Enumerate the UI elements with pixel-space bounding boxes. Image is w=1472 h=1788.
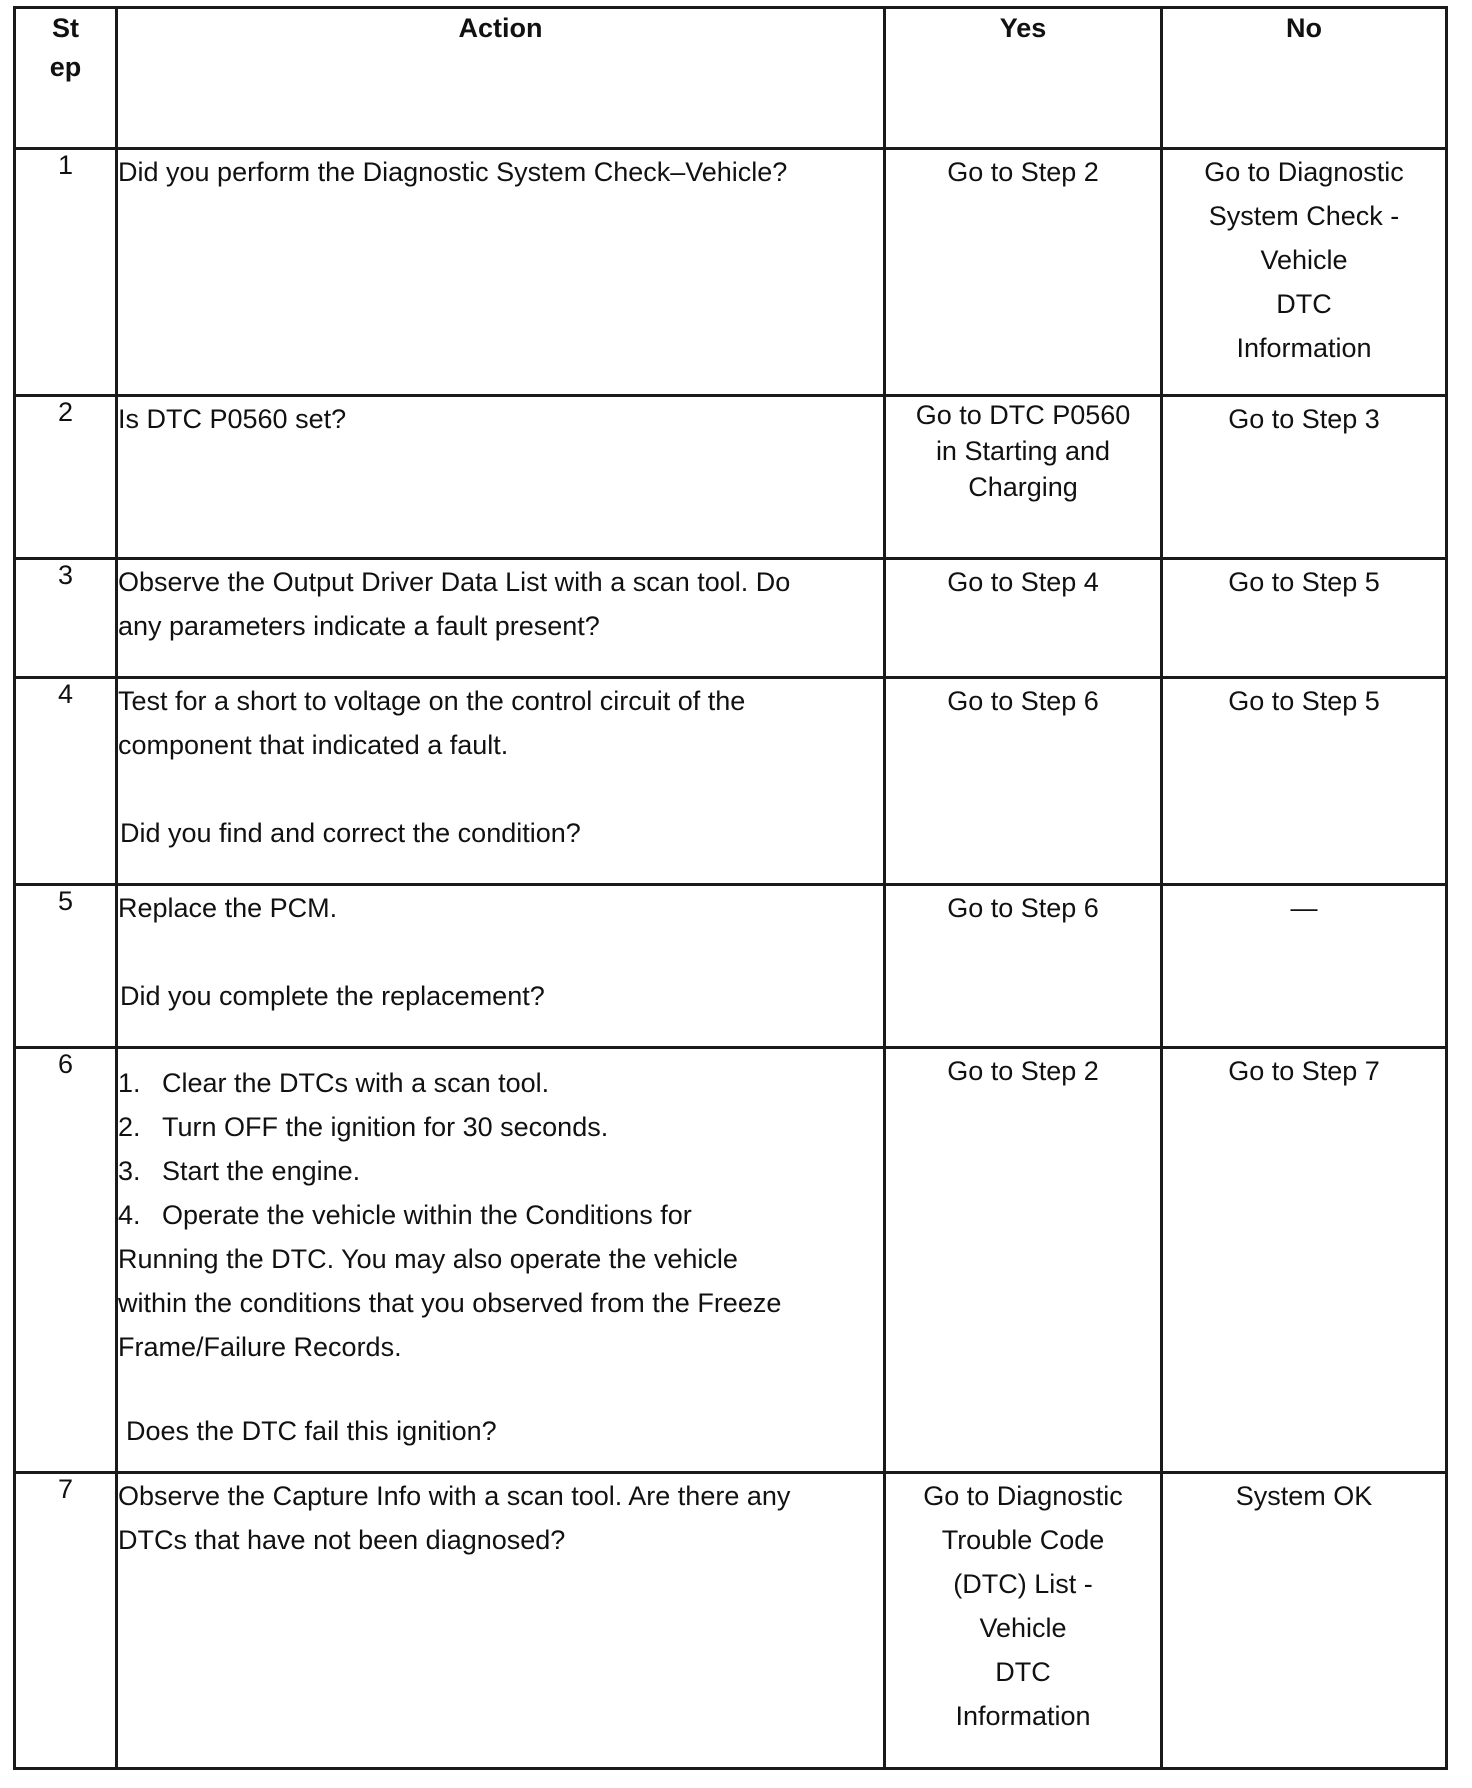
header-action: Action [117,8,885,149]
yes-cell: Go to Step 4 [885,559,1162,678]
list-text: Start the engine. [162,1156,361,1186]
yes-line: Go to DTC P0560 [915,400,1131,430]
action-question: Did you find and correct the condition? [120,818,581,848]
table-row [15,396,1447,559]
list-item [118,1149,883,1193]
yes-line: Charging [968,472,1078,502]
action-line: Frame/Failure Records. [118,1332,402,1362]
no-cell: Go to Step 5 [1162,678,1447,885]
spacer [118,767,883,811]
action-cell [117,1473,885,1769]
action-line: Test for a short to voltage on the control circuit of the [118,686,746,716]
diagnostic-table [13,6,1448,1770]
list-number: 3. [118,1156,141,1186]
list-item [118,1061,883,1105]
step-number: 5 [15,885,117,1048]
no-cell: Go to Step 7 [1162,1048,1447,1473]
no-cell: Go to Step 3 [1162,396,1447,559]
action-line: component that indicated a fault. [118,730,509,760]
step-number: 6 [15,1048,117,1473]
list-number: 2. [118,1112,141,1142]
header-yes: Yes [885,8,1162,149]
list-text: Clear the DTCs with a scan tool. [162,1068,550,1098]
action-line: Observe the Output Driver Data List with a scan tool. Do [118,567,791,597]
yes-line: in Starting and [935,436,1111,466]
yes-line: Go to Diagnostic [923,1481,1123,1511]
list-item [118,1193,883,1237]
yes-line: Information [955,1701,1091,1731]
step-number: 1 [15,149,117,396]
yes-cell: Go to Step 6 [885,885,1162,1048]
list-number: 4. [118,1200,141,1230]
header-step [15,8,117,149]
table-row [15,885,1447,1048]
table-row [15,1473,1447,1769]
list-text: Operate the vehicle within the Conditions for [162,1200,692,1230]
action-cell [117,1048,885,1473]
table-row [15,559,1447,678]
action-cell [117,559,885,678]
header-step-line2: ep [49,52,82,82]
action-question: Did you complete the replacement? [120,981,545,1011]
no-cell [1162,149,1447,396]
step-number: 2 [15,396,117,559]
yes-line: (DTC) List - [953,1569,1093,1599]
action-line: within the conditions that you observed from the Freeze [118,1288,782,1318]
no-line: Go to Diagnostic [1204,157,1404,187]
list-text: Turn OFF the ignition for 30 seconds. [162,1112,609,1142]
no-line: System Check - [1208,201,1400,231]
action-cell: Is DTC P0560 set? [117,396,885,559]
list-item [118,1105,883,1149]
header-row [15,8,1447,149]
yes-cell [885,1473,1162,1769]
list-number: 1. [118,1068,141,1098]
action-cell: Did you perform the Diagnostic System Check–Vehicle? [117,149,885,396]
no-cell: System OK [1162,1473,1447,1769]
yes-cell: Go to Step 6 [885,678,1162,885]
spacer [118,930,883,974]
action-question: Does the DTC fail this ignition? [126,1416,497,1446]
step-number: 3 [15,559,117,678]
yes-line: DTC [995,1657,1051,1687]
yes-line: Vehicle [979,1613,1067,1643]
spacer [118,1369,883,1409]
yes-cell: Go to Step 2 [885,149,1162,396]
action-line: Running the DTC. You may also operate the vehicle [118,1244,738,1274]
header-step-line1: St [52,13,79,43]
step-number: 4 [15,678,117,885]
table-row [15,678,1447,885]
action-line: Replace the PCM. [118,893,338,923]
no-cell: Go to Step 5 [1162,559,1447,678]
table-row [15,149,1447,396]
action-line: DTCs that have not been diagnosed? [118,1525,566,1555]
yes-cell: Go to Step 2 [885,1048,1162,1473]
no-line: Vehicle [1260,245,1348,275]
action-cell [117,885,885,1048]
no-line: DTC [1276,289,1332,319]
action-line: any parameters indicate a fault present? [118,611,600,641]
yes-cell [885,396,1162,559]
yes-line: Trouble Code [941,1525,1105,1555]
step-number: 7 [15,1473,117,1769]
no-cell: — [1162,885,1447,1048]
table-row [15,1048,1447,1473]
no-line: Information [1236,333,1372,363]
header-no: No [1162,8,1447,149]
action-line: Observe the Capture Info with a scan tool. Are there any [118,1481,791,1511]
action-cell [117,678,885,885]
